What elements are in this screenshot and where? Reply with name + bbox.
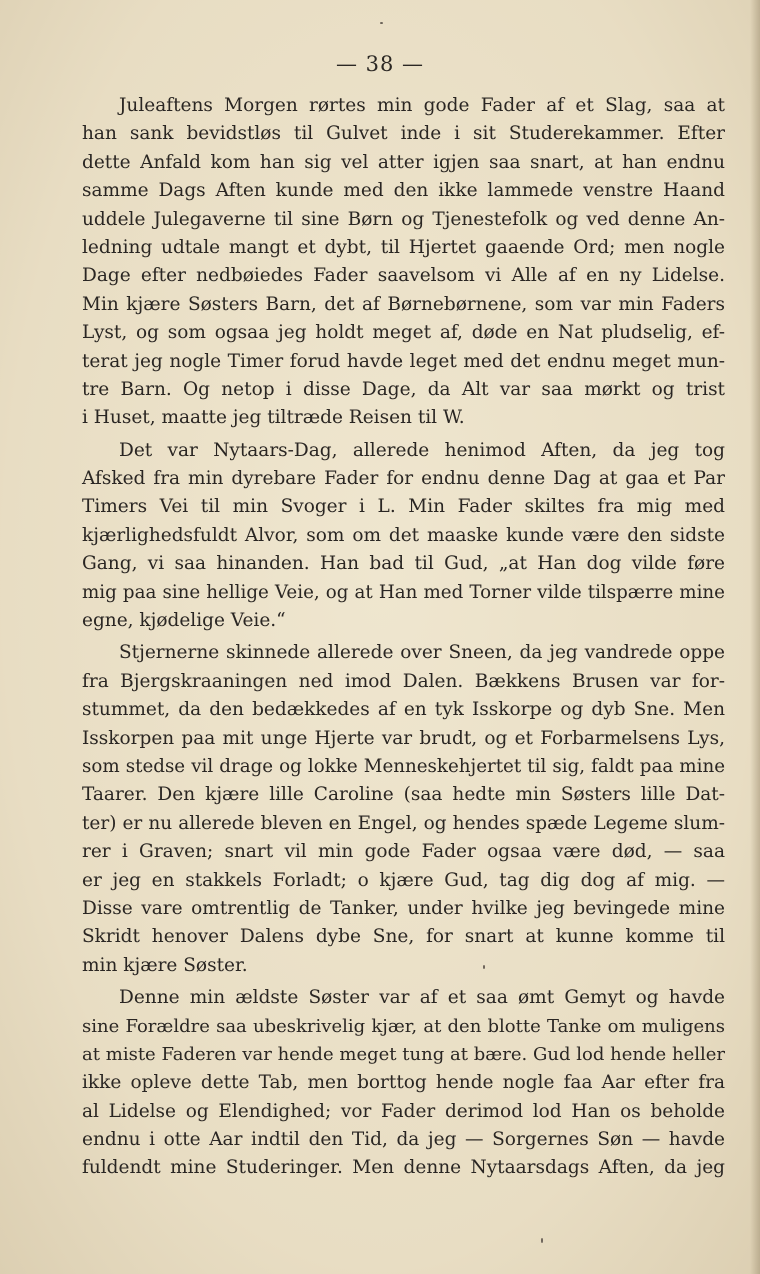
text-line: Afsked fra min dyrebare Fader for endnu denne Dag at gaa et Par [82, 468, 725, 490]
text-line: rer i Graven; snart vil min gode Fader ogsaa være død, — saa [82, 841, 725, 863]
text-line: Gang, vi saa hinanden. Han bad til Gud, „at Han dog vilde føre [82, 553, 725, 575]
paragraph [82, 984, 725, 1183]
text-line: Juleaftens Morgen rørtes min gode Fader af et Slag, saa at [119, 95, 725, 116]
text-line: uddele Julegaverne til sine Børn og Tjenestefolk og ved denne An- [82, 208, 725, 230]
text-line: dette Anfald kom han sig vel atter igjen saa snart, at han endnu [82, 151, 725, 173]
text-line: ledning udtale mangt et dybt, til Hjertet gaaende Ord; men nogle [82, 236, 725, 258]
text-line: Taarer. Den kjære lille Caroline (saa hedte min Søsters lille Dat- [82, 784, 725, 806]
page-edge-shadow [750, 0, 760, 1274]
paragraph [82, 437, 725, 636]
text-line: i Huset, maatte jeg tiltræde Reisen til W. [82, 407, 465, 429]
paper-speck [380, 22, 383, 24]
text-line: som stedse vil drage og lokke Menneskehjertet til sig, faldt paa mine [82, 755, 725, 777]
page-number: — 38 — [335, 52, 425, 76]
text-line: Dage efter nedbøiedes Fader saavelsom vi Alle af en ny Lidelse. [82, 265, 725, 287]
text-line: er jeg en stakkels Forladt; o kjære Gud, tag dig dog af mig. — [82, 869, 725, 891]
body-text [82, 92, 725, 1183]
text-line: Lyst, og som ogsaa jeg holdt meget af, døde en Nat pludselig, ef- [82, 322, 725, 344]
text-line: ter) er nu allerede bleven en Engel, og hendes spæde Legeme slum- [82, 812, 725, 834]
text-line: stummet, da den bedækkedes af en tyk Isskorpe og dyb Sne. Men [82, 699, 725, 721]
text-line: han sank bevidstløs til Gulvet inde i sit Studerekammer. Efter [82, 123, 725, 145]
text-line: at miste Faderen var hende meget tung at bære. Gud lod hende heller [82, 1043, 725, 1065]
text-line: sine Forældre saa ubeskrivelig kjær, at den blotte Tanke om muligens [82, 1015, 725, 1037]
text-line: Isskorpen paa mit unge Hjerte var brudt, og et Forbarmelsens Lys, [82, 727, 725, 749]
text-line: tre Barn. Og netop i disse Dage, da Alt var saa mørkt og trist [82, 378, 725, 400]
paper-speck [483, 965, 485, 969]
paragraph [82, 92, 725, 433]
text-line: Stjernerne skinnede allerede over Sneen, da jeg vandrede oppe [119, 642, 725, 664]
paragraph [82, 639, 725, 980]
text-line: Timers Vei til min Svoger i L. Min Fader skiltes fra mig med [82, 496, 725, 518]
text-line: al Lidelse og Elendighed; vor Fader derimod lod Han os beholde [82, 1100, 725, 1122]
text-line: samme Dags Aften kunde med den ikke lammede venstre Haand [82, 180, 725, 202]
text-line: mig paa sine hellige Veie, og at Han med Torner vilde tilspærre mine [82, 581, 725, 603]
text-line: terat jeg nogle Timer forud havde leget med det endnu meget mun- [82, 350, 725, 372]
text-line: endnu i otte Aar indtil den Tid, da jeg — Sorgernes Søn — havde [82, 1129, 725, 1151]
text-line: Min kjære Søsters Barn, det af Børnebørnene, som var min Faders [82, 293, 725, 315]
text-line: Det var Nytaars-Dag, allerede henimod Aften, da jeg tog [119, 439, 725, 461]
text-line: ikke opleve dette Tab, men borttog hende nogle faa Aar efter fra [82, 1072, 725, 1094]
text-line: fuldendt mine Studeringer. Men denne Nytaarsdags Aften, da jeg [82, 1157, 725, 1179]
text-line: kjærlighedsfuldt Alvor, som om det maaske kunde være den sidste [82, 524, 725, 546]
text-line: egne, kjødelige Veie.“ [82, 610, 286, 632]
paper-speck [541, 1238, 543, 1243]
text-line: Skridt henover Dalens dybe Sne, for snart at kunne komme til [82, 926, 725, 948]
text-line: Denne min ældste Søster var af et saa ømt Gemyt og havde [119, 987, 725, 1009]
text-line: fra Bjergskraaningen ned imod Dalen. Bækkens Brusen var for- [82, 670, 725, 692]
text-line: Disse vare omtrentlig de Tanker, under hvilke jeg bevingede mine [82, 897, 725, 919]
text-line: min kjære Søster. [82, 954, 248, 976]
